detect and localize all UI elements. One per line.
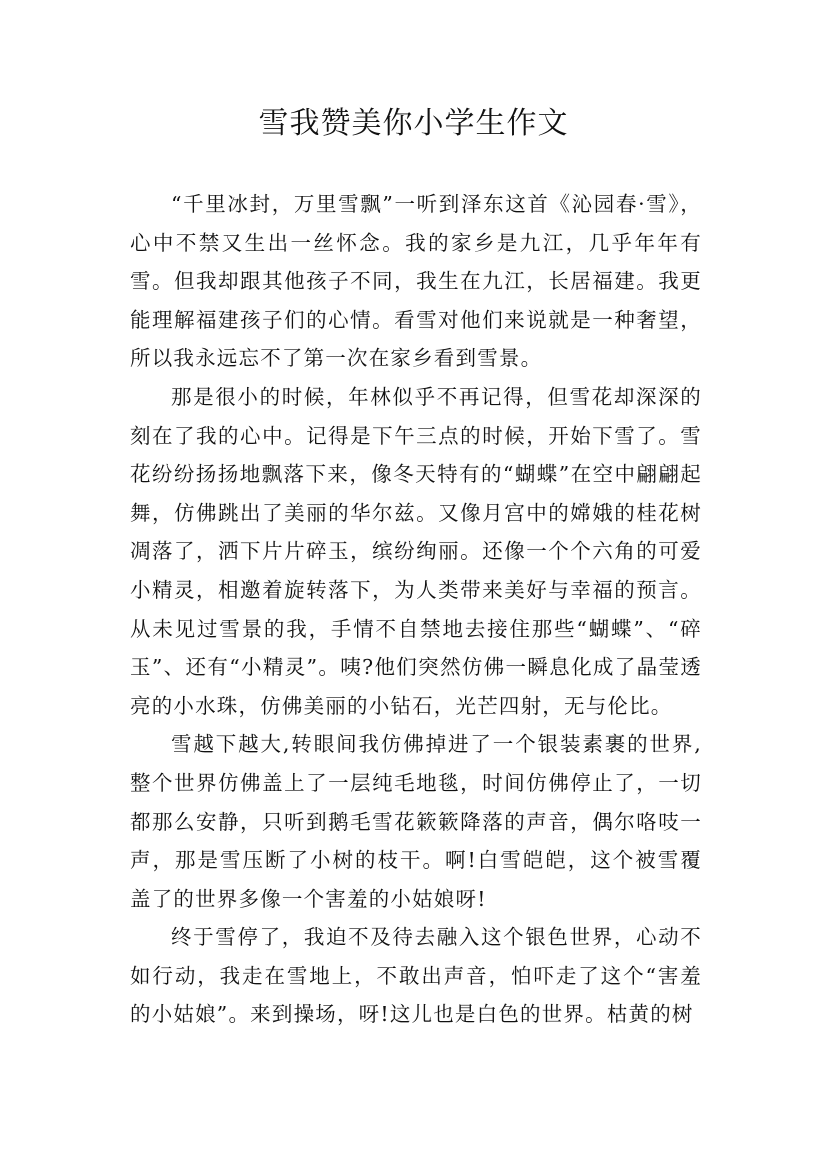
document-title: 雪我赞美你小学生作文: [258, 106, 569, 141]
paragraph-3: 雪越下越大,转眼间我仿佛掉进了一个银装素裹的世界,整个世界仿佛盖上了一层纯毛地毯，时间仿佛停止了，一切都那么安静，只听到鹅毛雪花簌簌降落的声音，偶尔咯吱一声，那是雪压断了小树的枝干。啊!白雪皑皑，这个被雪覆盖了的世界多像一个害羞的小姑娘呀!: [130, 732, 702, 911]
paragraph-4: 终于雪停了，我迫不及待去融入这个银色世界，心动不如行动，我走在雪地上，不敢出声音，怕吓走了这个“害羞的小姑娘”。来到操场，呀!这儿也是白色的世界。枯黄的树: [130, 925, 702, 1027]
document-body: [130, 185, 702, 1034]
paragraph-2: 那是很小的时候，年林似乎不再记得，但雪花却深深的刻在了我的心中。记得是下午三点的时候，开始下雪了。雪花纷纷扬扬地飘落下来，像冬天特有的“蝴蝶”在空中翩翩起舞，仿佛跳出了美丽的华尔兹。又像月宫中的嫦娥的桂花树凋落了，洒下片片碎玉，缤纷绚丽。还像一个个六角的可爱小精灵，相邀着旋转落下，为人类带来美好与幸福的预言。从未见过雪景的我，手情不自禁地去接住那些“蝴蝶”、“碎玉”、还有“小精灵”。咦?他们突然仿佛一瞬息化成了晶莹透亮的小水珠，仿佛美丽的小钻石，光芒四射，无与伦比。: [130, 384, 702, 718]
paragraph-1: “千里冰封，万里雪飘”一听到泽东这首《沁园春·雪》，心中不禁又生出一丝怀念。我的家乡是九江，几乎年年有雪。但我却跟其他孩子不同，我生在九江，长居福建。我更能理解福建孩子们的心情。看雪对他们来说就是一种奢望，所以我永远忘不了第一次在家乡看到雪景。: [130, 192, 702, 371]
